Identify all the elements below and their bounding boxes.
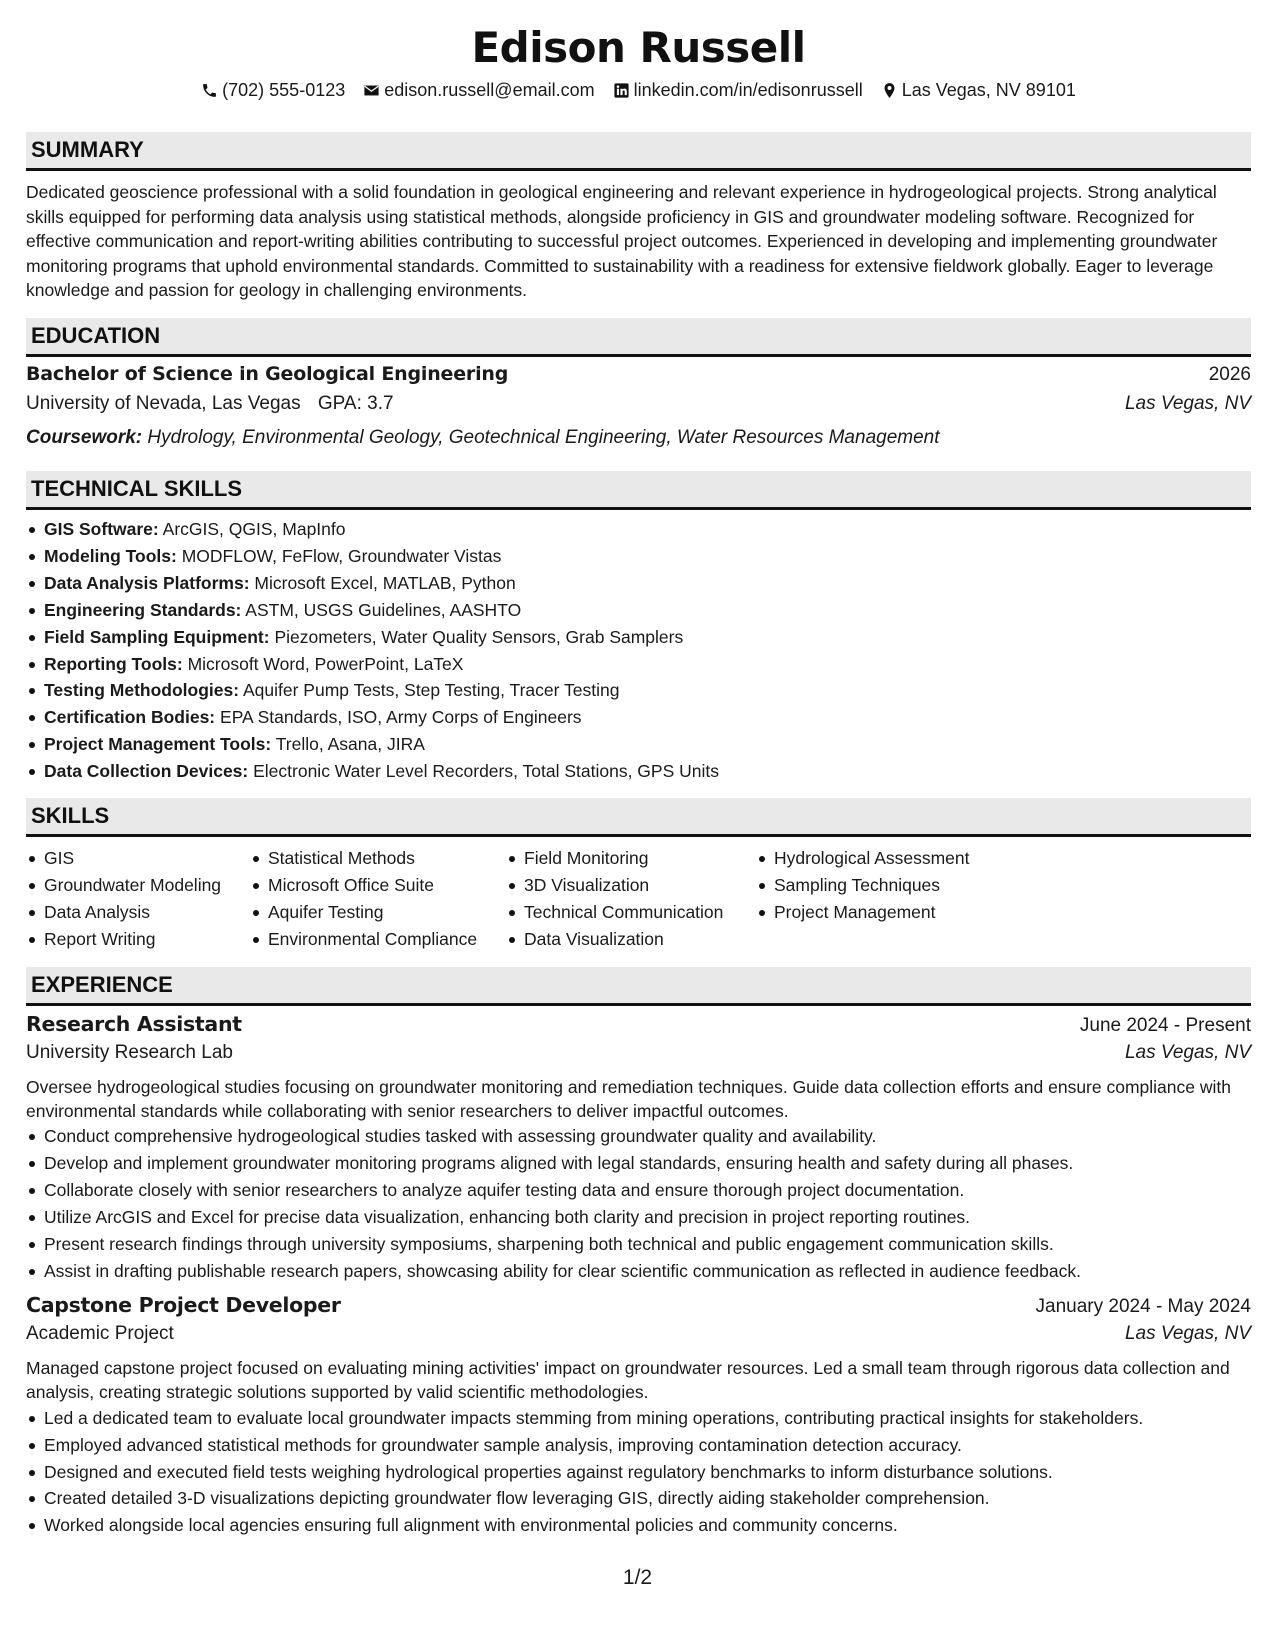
job-description: Oversee hydrogeological studies focusing on groundwater monitoring and remediation techniques. Guide data collection efforts and ensure compliance with environmental standards while collaborating with senior researchers to deliver impactful outcomes. [26,1076,1231,1122]
map-marker-icon [881,82,898,99]
experience-entry-2 [26,1293,1251,1539]
list-item: Technical Communication [524,899,756,926]
list-item: Microsoft Office Suite [268,872,506,899]
section-skills-header: SKILLS [26,798,1251,837]
list-item: Data Analysis Platforms: Microsoft Excel, MATLAB, Python [44,570,1251,597]
phone-text: (702) 555-0123 [222,80,346,100]
list-item: Certification Bodies: EPA Standards, ISO, Army Corps of Engineers [44,704,1251,731]
list-item: Conduct comprehensive hydrogeological studies tasked with assessing groundwater quality and availability. [44,1123,1251,1150]
list-item: Created detailed 3-D visualizations depicting groundwater flow leveraging GIS, directly aiding stakeholder comprehension. [44,1485,1251,1512]
list-item: Data Collection Devices: Electronic Water Level Recorders, Total Stations, GPS Units [44,758,1251,785]
summary-text: Dedicated geoscience professional with a solid foundation in geological engineering and relevant experience in hydrogeological projects. Strong analytical skills equipped for performing data analysis using statistical methods, alongside proficiency in GIS and groundwater modeling software. Recognized for effective communication and report-writing abilities contributing to successful project outcomes. Experienced in developing and implementing groundwater monitoring programs that uphold environmental standards. Committed to sustainability with a readiness for extensive fieldwork globally. Eager to leverage knowledge and passion for geology in challenging environments. [26,182,1218,301]
skills-grid [26,845,1251,953]
list-item: Report Writing [44,926,250,953]
list-item: Modeling Tools: MODFLOW, FeFlow, Groundwater Vistas [44,543,1251,570]
list-item: Environmental Compliance [268,926,506,953]
list-item: Employed advanced statistical methods for groundwater sample analysis, improving contamination detection accuracy. [44,1432,1251,1459]
list-item: Collaborate closely with senior researchers to analyze aquifer testing data and ensure thorough project documentation. [44,1177,1251,1204]
skills-column-2 [250,845,506,953]
education-entry [26,363,1251,453]
envelope-icon [363,82,380,99]
contact-location [881,78,1076,102]
list-item: Testing Methodologies: Aquifer Pump Tests, Step Testing, Tracer Testing [44,677,1251,704]
job-bullets [26,1405,1251,1540]
experience-title-row [26,1293,1251,1323]
contact-bar [26,78,1251,102]
coursework-line [26,423,1251,453]
list-item: GIS Software: ArcGIS, QGIS, MapInfo [44,516,1251,543]
degree-title: Bachelor of Science in Geological Engineering [26,362,509,385]
skills-column-1 [26,845,250,953]
job-dates: June 2024 - Present [1079,1014,1251,1036]
contact-linkedin[interactable] [613,78,863,102]
school-location: Las Vegas, NV [1124,392,1251,414]
education-row-school [26,393,1251,423]
job-org: University Research Lab [26,1041,233,1063]
list-item: Assist in drafting publishable research papers, showcasing ability for clear scientific communication as reflected in audience feedback. [44,1258,1251,1285]
list-item: Data Analysis [44,899,250,926]
list-item: Field Monitoring [524,845,756,872]
location-text: Las Vegas, NV 89101 [901,80,1076,100]
page-number: 1/2 [622,1566,653,1589]
contact-email[interactable] [363,78,594,102]
job-title: Capstone Project Developer [26,1292,341,1317]
section-summary-header: SUMMARY [26,132,1251,171]
linkedin-icon [613,82,630,99]
list-item: Data Visualization [524,926,756,953]
job-title: Research Assistant [26,1011,242,1036]
list-item: Engineering Standards: ASTM, USGS Guidelines, AASHTO [44,597,1251,624]
school-name: University of Nevada, Las Vegas [26,392,301,414]
gpa: GPA: 3.7 [317,392,394,414]
experience-title-row [26,1012,1251,1042]
list-item: Statistical Methods [268,845,506,872]
job-location: Las Vegas, NV [1124,1322,1251,1344]
school-line [26,393,394,415]
education-row-degree [26,363,1251,393]
resume-content [26,22,1251,1539]
experience-entry-1 [26,1012,1251,1285]
list-item: Led a dedicated team to evaluate local groundwater impacts stemming from mining operations, contributing practical insights for stakeholders. [44,1405,1251,1432]
list-item: Groundwater Modeling [44,872,250,899]
list-item: Reporting Tools: Microsoft Word, PowerPoint, LaTeX [44,651,1251,678]
linkedin-text: linkedin.com/in/edisonrussell [633,80,863,100]
list-item: 3D Visualization [524,872,756,899]
list-item: Hydrological Assessment [774,845,1034,872]
skills-column-4 [756,845,1034,953]
list-item: Utilize ArcGIS and Excel for precise data visualization, enhancing both clarity and precision in project reporting routines. [44,1204,1251,1231]
job-bullets [26,1123,1251,1284]
list-item: Present research findings through university symposiums, sharpening both technical and public engagement communication skills. [44,1231,1251,1258]
list-item: Develop and implement groundwater monitoring programs aligned with legal standards, ensuring health and safety during all phases. [44,1150,1251,1177]
job-location: Las Vegas, NV [1124,1041,1251,1063]
experience-org-row [26,1323,1251,1354]
experience-org-row [26,1042,1251,1073]
section-experience-header: EXPERIENCE [26,967,1251,1006]
graduation-year: 2026 [1208,363,1251,385]
job-description: Managed capstone project focused on evaluating mining activities' impact on groundwater resources. Led a small team through rigorous data collection and analysis, creating strategic solutions supported by valid scientific methodologies. [26,1357,1230,1403]
coursework-list: Hydrology, Environmental Geology, Geotechnical Engineering, Water Resources Management [147,426,940,448]
job-org: Academic Project [26,1322,174,1344]
list-item: Sampling Techniques [774,872,1034,899]
list-item: Project Management Tools: Trello, Asana, JIRA [44,731,1251,758]
job-dates: January 2024 - May 2024 [1035,1295,1251,1317]
list-item: Designed and executed field tests weighing hydrological properties against regulatory benchmarks to inform disturbance solutions. [44,1459,1251,1486]
candidate-name: Edison Russell [471,23,806,72]
phone-icon [201,82,218,99]
email-text: edison.russell@email.com [384,80,595,100]
list-item: GIS [44,845,250,872]
skills-column-3 [506,845,756,953]
section-education-header: EDUCATION [26,318,1251,357]
contact-phone [201,78,345,102]
coursework-label: Coursework: [26,426,143,448]
section-technical-skills-header: TECHNICAL SKILLS [26,471,1251,510]
list-item: Project Management [774,899,1034,926]
list-item: Aquifer Testing [268,899,506,926]
list-item: Field Sampling Equipment: Piezometers, Water Quality Sensors, Grab Samplers [44,624,1251,651]
list-item: Worked alongside local agencies ensuring full alignment with environmental policies and community concerns. [44,1512,1251,1539]
technical-skills-list [26,516,1251,785]
